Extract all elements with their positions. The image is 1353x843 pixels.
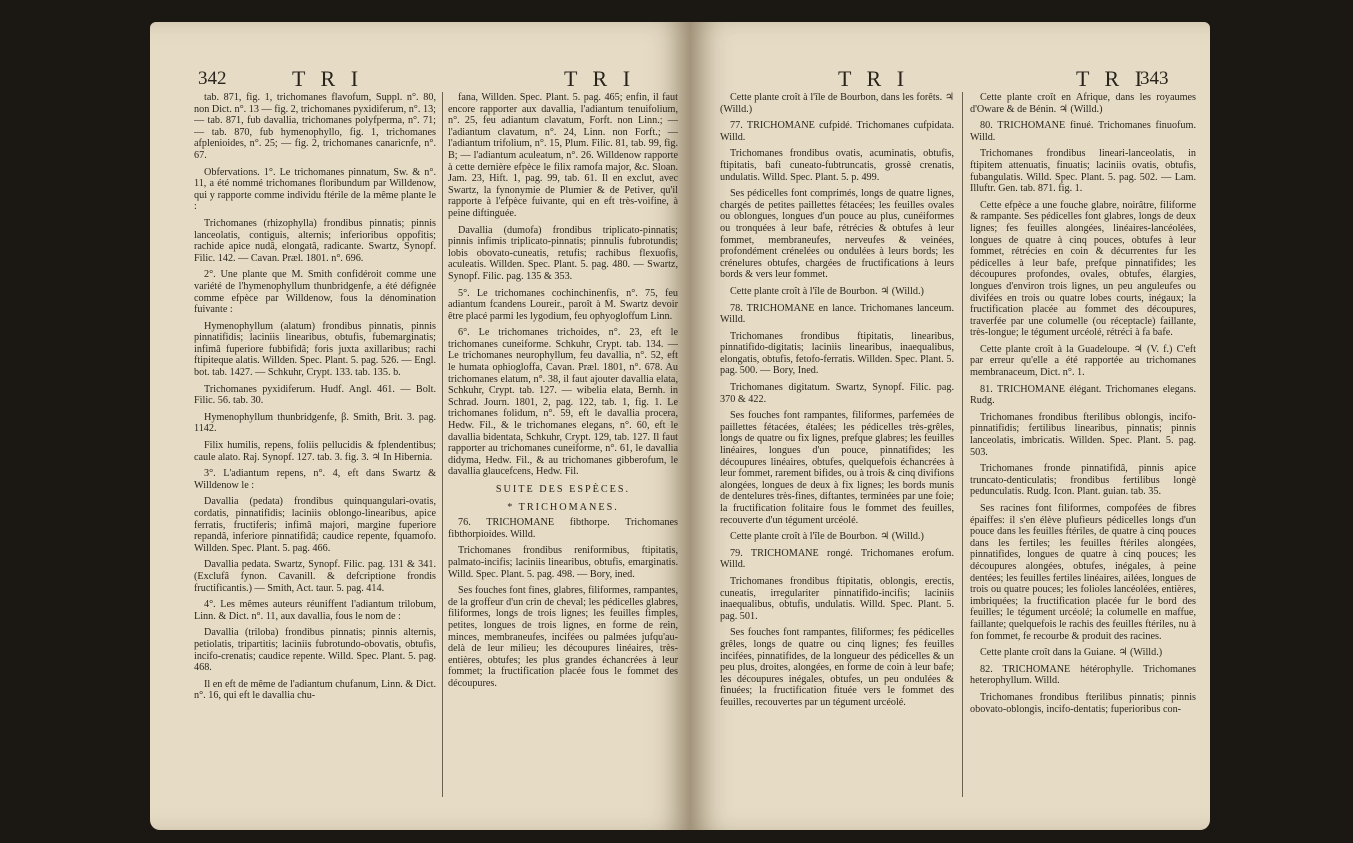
paragraph: Davallia pedata. Swartz, Synopf. Filic. pag. 131 & 341. (Exclufâ fynon. Cavanill. & defcriptione frondis fructificantis.) — Smith, Act. taur. 5. pag. 414. — [194, 559, 436, 594]
right-page-column-2 — [970, 92, 1196, 812]
page-number-left: 342 — [198, 68, 227, 89]
paragraph: Cette plante croît en Afrique, dans les royaumes d'Oware & de Bénin. ♃ (Willd.) — [970, 92, 1196, 115]
paragraph: Ses pédicelles font comprimés, longs de quatre lignes, chargés de petites paillettes fétacées; les feuilles ovales ou oblongues, longues d'un pouce au plus, cunéiformes ou tronquées à leur bafe, rétrécies & obtufes à leur fommet, membraneufes, nerveufes & veinées, profondément crénelées ou ondulées à leurs bords; les crénelures obtufes, chargées de fructifications à leurs bords & vers leur fommet. — [720, 188, 954, 281]
paragraph: Trichomanes digitatum. Swartz, Synopf. Filic. pag. 370 & 422. — [720, 382, 954, 405]
paragraph: Davallia (pedata) frondibus quinquangulari-ovatis, cordatis, pinnatifidis; laciniis oblongo-linearibus, apice ferratis, fructiferis; infimâ majori, margine fuperiore repandâ, inferiore pinnatifidâ; caudice repente, fquamofo. Willden. Spec. Plant. 5. pag. 466. — [194, 496, 436, 554]
paragraph: Cette plante croît dans la Guiane. ♃ (Willd.) — [980, 647, 1163, 659]
running-title-right-col2: T R I — [1076, 66, 1148, 91]
right-page-column-1 — [720, 92, 954, 812]
paragraph: Cette plante croît à l'île de Bourbon. ♃ (Willd.) — [730, 531, 924, 543]
paragraph: fana, Willden. Spec. Plant. 5. pag. 465; enfin, il faut encore rapporter aux davallia, l'adiantum tenuifolium, n°. 25, feu adiantum clavatum, Forft. non Linn.; — l'adiantum clavatum, n°. 24, Linn. non Forft.; — l'adiantum trifolium, n°. 15, Plum. Filic. 81, tab. 99, fig. B; — l'adiantum aculeatum, n°. 26. Willdenow rapporte à cette dernière efpèce le filix ramofa major, &c. Sloan. Jam. 23, Hift. 1, pag. 99, tab. 61. Il en exclut, avec Swartz, la fynonymie de Plumier & de Petiver, qu'il rapporte à l'efpèce fuivante, qui en eft très-voifine, à peine diftinguée. — [448, 92, 678, 219]
section-subheading: * TRICHOMANES. — [507, 501, 619, 513]
paragraph: 81. TRICHOMANE élégant. Trichomanes elegans. Rudg. — [970, 383, 1196, 407]
paragraph: 5°. Le trichomanes cochinchinenfis, n°. 75, feu adiantum fcandens Loureir., paroît à M. Swartz devoir être placé parmi les lygodium, feu ophyogloffum Linn. — [448, 287, 678, 322]
paragraph: Cette plante croît à l'île de Bourbon. ♃ (Willd.) — [730, 285, 924, 297]
paragraph: 79. TRICHOMANE rongé. Trichomanes erofum. Willd. — [720, 547, 954, 571]
paragraph: Ses racines font filiformes, compofées de fibres épaiffes: il s'en élève plufieurs pédicelles longs d'un pouce dans les feuilles ftériles, de quatre à cinq pouces dans les fertiles; les feuilles ftériles alongées, pinnatifides, longues de quatre à cinq pouces; les découpures alongées, obtufes, inégales, à peine dentées; les feuilles fertiles linéaires, ailées, longues de trois ou quatre pouces; les folioles lancéolées, entières, imbriquées; la fructification placée fur le bord des feuilles; le tégument urcéolé; la columelle en maffue, faillante; quelquefois le rachis des feuilles ftériles, nu à fon fommet, fe recourbe & produit des racines. — [970, 503, 1196, 642]
running-title-left-col2: T R I — [564, 66, 636, 91]
running-title-right: T R I — [838, 66, 910, 91]
left-page-column-2 — [448, 92, 678, 812]
paragraph: Ses fouches font rampantes, filiformes, parfemées de paillettes fétacées, étalées; les pédicelles très-grêles, longs de quatre ou fix lignes, prefque glabres; les feuilles linéaires, longues d'un pouce, pinnatifides; les découpures linéaires, obtufes, quelquefois échancrées à leur fommet, rarement bifides, ou à trois & cinq divifions alongées, longues de deux à fix lignes; les bords munis de dentelures très-fines, diftantes, terminées par une foie; la fructification folitaire fous le fommet des feuilles, recouverte d'un tégument urcéolé. — [720, 410, 954, 526]
paragraph: Davallia (dumofa) frondibus triplicato-pinnatis; pinnis infimis triplicato-pinnatis; pinnulis fubrotundis; lobis obovato-cuneatis, retufis; rachibus flexuofis, aculeatis. Willden. Spec. Plant. 5. pag. 480. — Swartz, Synopf. Filic. pag. 135 & 353. — [448, 224, 678, 282]
paragraph: 78. TRICHOMANE en lance. Trichomanes lanceum. Willd. — [720, 302, 954, 326]
paragraph: Trichomanes frondibus fterilibus pinnatis; pinnis obovato-oblongis, incifo-dentatis; fuperioribus con- — [970, 691, 1196, 715]
paragraph: Trichomanes frondibus ftipitatis, linearibus, pinnatifido-digitatis; laciniis linearibus, inaequalibus, elongatis, obtufis, fetofo-ferratis. Willden. Spec. Plant. 5. pag. 500. — Bory, Ined. — [720, 330, 954, 377]
column-divider — [962, 92, 963, 797]
paragraph: Il en eft de même de l'adiantum chufanum, Linn. & Dict. n°. 16, qui eft le davallia chu- — [194, 678, 436, 702]
running-title-left: T R I — [292, 66, 364, 91]
paragraph: Trichomanes frondibus ovatis, acuminatis, obtufis, ftipitatis, bafi cuneato-fubtruncatis, grossè crenatis, undulatis. Willd. Spec. Plant. 5. p. 499. — [720, 148, 954, 183]
left-page-header — [198, 66, 648, 92]
paragraph: Davallia (triloba) frondibus pinnatis; pinnis alternis, petiolatis, tripartitis; laciniis fubrotundo-obovatis, obtufis, incifo-crenatis; caudice repente. Willd. Spec. Plant. 5. pag. 468. — [194, 627, 436, 674]
paragraph: Cette plante croît à l'île de Bourbon, dans les forêts. ♃ (Willd.) — [720, 92, 954, 115]
paragraph: Obfervations. 1°. Le trichomanes pinnatum, Sw. & n°. 11, a été nommé trichomanes floribundum par Willdenow, qui y rapporte comme individu ftérile de la même plante le : — [194, 166, 436, 213]
paragraph: Trichomanes frondibus reniformibus, ftipitatis, palmato-incifis; laciniis linearibus, obtufis, emarginatis. Willd. Spec. Plant. 5. pag. 498. — Bory, ined. — [448, 545, 678, 580]
paragraph: Cette efpèce a une fouche glabre, noirâtre, filiforme & rampante. Ses pédicelles font glabres, longs de deux lignes; fes feuilles alongées, linéaires-lancéolées, longues de quatre à cinq pouces, obtufes à leur fommet, rétrécies en coin & décurrentes fur les pédicelles à leur bafe, prefque pinnatifides; les découpures profondes, ovales, obtufes, élargies, longues d'environ trois lignes, un peu anguleufes ou divifées en trois ou quatre lobes courts, inégaux; la fructification placée au fommet des découpures, traverfée par une columelle (ou réceptacle) faillante, très-longue; le tégument urcéolé, rétréci à fa bafe. — [970, 199, 1196, 339]
paragraph: 6°. Le trichomanes trichoides, n°. 23, eft le trichomanes cuneiforme. Schkuhr, Crypt. tab. 134. — Le trichomanes neurophyllum, feu davallia, n°. 52, eft le humata ophiogloffa, Cavan. Præl. 1801, n°. 678. Au trichomanes elatum, n°. 38, il faut ajouter davallia elata, Schkuhr, Crypt. tab. 127. — wibelia elata, Bernh. in Schrad. Journ. 1801, 2, pag. 122, tab. 1, fig. 1. Le trichomanes folidum, n°. 59, eft le davallia procera, Hedw. Fil., & le trichomanes elegans, n°. 60, eft le davallia bidentata, Schkuhr, Crypt. 129, tab. 127. Il faut rapporter au trichomanes cuneiforme, n°. 61, le davallia didyma, Hedw. Fil., & au trichomanes gibberofum, le davallia glaucefcens, Hedw. Fil. — [448, 327, 678, 478]
paragraph: Trichomanes frondibus fterilibus oblongis, incifo-pinnatifidis; fertilibus linearibus, pinnatis; pinnis lanceolatis, imbricatis. Willden. Spec. Plant. 5. pag. 503. — [970, 411, 1196, 458]
paragraph: Trichomanes frondibus lineari-lanceolatis, in ftipitem attenuatis, finuatis; laciniis ovatis, obtufis, fubangulatis. Willd. Spec. Plant. 5. pag. 502. — Lam. Illuftr. Gen. tab. 871. fig. 1. — [970, 148, 1196, 195]
column-divider — [442, 92, 443, 797]
paragraph: 76. TRICHOMANE fibthorpe. Trichomanes fibthorpioides. Willd. — [448, 517, 678, 540]
paragraph: Trichomanes frondibus ftipitatis, oblongis, erectis, cuneatis, irregulariter pinnatifido-incifis; laciniis inaequalibus, obtufis, undulatis. Willd. Spec. Plant. 5. pag. 501. — [720, 575, 954, 622]
paragraph: 2°. Une plante que M. Smith confidéroit comme une variété de l'hymenophyllum thunbridgenfe, a été défignée comme efpèce par Willdenow, fous la dénomination fuivante : — [194, 269, 436, 316]
paragraph: Ses fouches font fines, glabres, filiformes, rampantes, de la groffeur d'un crin de cheval; les pédicelles glabres, filiformes, longs de trois lignes; les feuilles fimples, petites, longues de trois lignes, en forme de rein, minces, membraneufes, incifées ou palmées jufqu'au-delà de leur milieu; les découpures linéaires, très-entières, obtufes; les plus grandes échancrées à leur fommet; la fructification placée fous le fommet des découpures. — [448, 585, 678, 689]
paragraph: Filix humilis, repens, foliis pellucidis & fplendentibus; caule alato. Raj. Synopf. 127. tab. 3. fig. 3. ♃ In Hibernia. — [194, 440, 436, 463]
paragraph: 3°. L'adiantum repens, n°. 4, eft dans Swartz & Willdenow le : — [194, 468, 436, 491]
paragraph: Trichomanes pyxidiferum. Hudf. Angl. 461. — Bolt. Filic. 56. tab. 30. — [194, 383, 436, 407]
paragraph: Hymenophyllum thunbridgenfe, β. Smith, Brit. 3. pag. 1142. — [194, 411, 436, 435]
paragraph: Ses fouches font rampantes, filiformes; fes pédicelles grêles, longs de quatre ou cinq lignes; fes feuilles incifées, pinnatifides, de la longueur des pédicelles & un peu plus, droites, alongées, en forme de coin à leur bafe; les découpures inégales, obtufes, un peu ondulées & finuées; la fructification fituée vers le fommet des feuilles, recouvertes par un tégument urcéolé. — [720, 627, 954, 708]
paragraph: Trichomanes (rhizophylla) frondibus pinnatis; pinnis lanceolatis, contiguis, alternis; inferioribus oppofitis; rachide apice nudâ, elongatâ, radicante. Swartz, Synopf. Filic. 142. — Cavan. Præl. 1801. n°. 696. — [194, 217, 436, 264]
paragraph: 4°. Les mêmes auteurs réuniffent l'adiantum trilobum, Linn. & Dict. n°. 11, aux davallia, fous le nom de : — [194, 599, 436, 622]
paragraph: tab. 871, fig. 1, trichomanes flavofum, Suppl. n°. 80, non Dict. n°. 13 — fig. 2, trichomanes pyxidiferum, n°. 13; — tab. 871, fub davallia, trichomanes polyfperma, n°. 71; — tab. 870, fub hymenophyllo, fig. 1, trichomanes afplenioides, n°. 25; — fig. 2, trichomanes canaricnfe, n°. 67. — [194, 92, 436, 161]
paragraph: 82. TRICHOMANE hétérophylle. Trichomanes heterophyllum. Willd. — [970, 663, 1196, 687]
right-page-header — [720, 66, 1170, 92]
page-number-right: 343 — [1140, 68, 1169, 89]
paragraph: Trichomanes fronde pinnatifidâ, pinnis apice truncato-denticulatis; frondibus fertilibus longè pedunculatis. Rudg. Icon. Plant. guian. tab. 35. — [970, 463, 1196, 498]
paragraph: Hymenophyllum (alatum) frondibus pinnatis, pinnis pinnatifidis; laciniis linearibus, obtufis, fubemarginatis; infimâ fuperiore fubbifidâ; foris juxta axillaribus; rachi ftipiteque alatis. Willden. Spec. Plant. 5. pag. 526. — Engl. bot. tab. 1427. — Schkuhr, Crypt. 133. tab. 135. b. — [194, 320, 436, 379]
paragraph: 77. TRICHOMANE cufpidé. Trichomanes cufpidata. Willd. — [720, 120, 954, 143]
left-page-column-1 — [194, 92, 436, 812]
right-page — [690, 22, 1210, 830]
section-heading: SUITE DES ESPÈCES. — [495, 484, 631, 495]
left-page — [150, 22, 690, 830]
paragraph: 80. TRICHOMANE finué. Trichomanes finuofum. Willd. — [970, 120, 1196, 143]
paragraph: Cette plante croît à la Guadeloupe. ♃ (V. f.) C'eft par erreur qu'elle a été rapportée au trichomanes membranaceum, Dict. n°. 1. — [970, 343, 1196, 379]
